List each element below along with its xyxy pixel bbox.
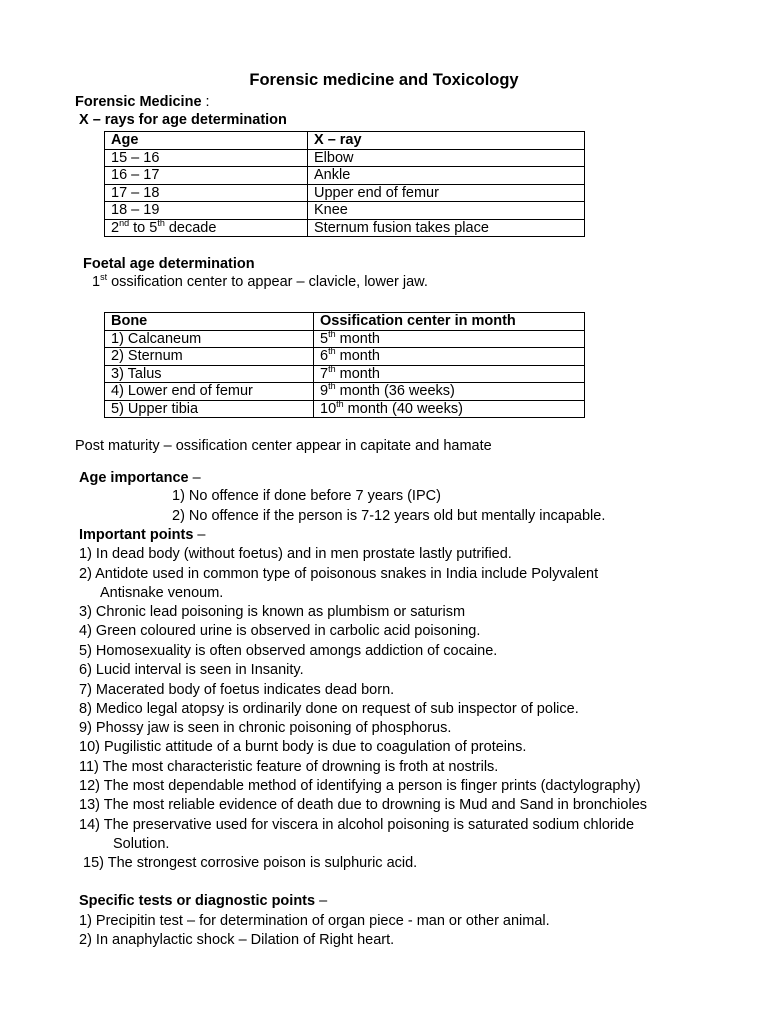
text-part: month (40 weeks) bbox=[343, 400, 463, 417]
age-importance-label: Age importance bbox=[79, 470, 189, 486]
text-part: 10 bbox=[320, 400, 337, 417]
table-row bbox=[105, 167, 585, 185]
table-row bbox=[105, 219, 585, 237]
table-cell: 18 – 19 bbox=[105, 202, 308, 220]
important-points-heading bbox=[79, 526, 205, 544]
age-importance-heading bbox=[79, 469, 201, 487]
table-cell: 5) Upper tibia bbox=[105, 400, 314, 418]
foetal-heading: Foetal age determination bbox=[83, 256, 255, 272]
text-part: 9 bbox=[320, 383, 329, 400]
table-row bbox=[105, 348, 585, 366]
table-header-cell: Bone bbox=[105, 313, 314, 331]
superscript: th bbox=[328, 381, 336, 392]
text-part: 6 bbox=[320, 348, 329, 365]
table-cell: Ankle bbox=[308, 167, 585, 185]
table-row bbox=[105, 184, 585, 202]
table-cell bbox=[314, 330, 585, 348]
table-row bbox=[105, 330, 585, 348]
heading-dash: – bbox=[188, 470, 201, 486]
xray-heading: X – rays for age determination bbox=[79, 112, 287, 128]
important-points-label: Important points bbox=[79, 527, 194, 543]
list-item: 4) Green coloured urine is observed in carbolic acid poisoning. bbox=[79, 623, 481, 639]
text-part: month (36 weeks) bbox=[335, 383, 455, 400]
table-cell bbox=[314, 348, 585, 366]
table-cell: 2) Sternum bbox=[105, 348, 314, 366]
table-cell: 16 – 17 bbox=[105, 167, 308, 185]
table-cell: Upper end of femur bbox=[308, 184, 585, 202]
section-colon: : bbox=[201, 94, 210, 110]
specific-tests-heading bbox=[79, 892, 327, 910]
list-item: 5) Homosexuality is often observed amongs addiction of cocaine. bbox=[79, 643, 498, 659]
table-cell bbox=[314, 383, 585, 401]
specific-tests-label: Specific tests or diagnostic points bbox=[79, 893, 316, 909]
text-part: 7 bbox=[320, 365, 329, 382]
list-item: 3) Chronic lead poisoning is known as plumbism or saturism bbox=[79, 604, 466, 620]
table-cell: 4) Lower end of femur bbox=[105, 383, 314, 401]
list-item: 1) No offence if done before 7 years (IPC) bbox=[172, 488, 441, 504]
list-item: 14) The preservative used for viscera in alcohol poisoning is saturated sodium chloride bbox=[79, 817, 635, 833]
text-part: to 5 bbox=[129, 219, 158, 236]
text-part: ossification center to appear – clavicle, lower jaw. bbox=[107, 274, 428, 290]
table-row bbox=[105, 365, 585, 383]
post-maturity-text: Post maturity – ossification center appear in capitate and hamate bbox=[75, 438, 492, 454]
list-item: 11) The most characteristic feature of drowning is froth at nostrils. bbox=[79, 759, 499, 775]
superscript: nd bbox=[119, 217, 130, 228]
table-cell: 1) Calcaneum bbox=[105, 330, 314, 348]
text-part: 5 bbox=[320, 330, 329, 347]
list-item: 1) Precipitin test – for determination of organ piece - man or other animal. bbox=[79, 913, 550, 929]
heading-dash: – bbox=[193, 527, 206, 543]
list-item: 12) The most dependable method of identifying a person is finger prints (dactylography) bbox=[79, 778, 641, 794]
list-item: 2) No offence if the person is 7-12 years old but mentally incapable. bbox=[172, 508, 606, 524]
list-item: 9) Phossy jaw is seen in chronic poisoning of phosphorus. bbox=[79, 720, 452, 736]
table-cell bbox=[105, 219, 308, 237]
superscript: th bbox=[328, 363, 336, 374]
table-cell: Knee bbox=[308, 202, 585, 220]
table-cell bbox=[314, 400, 585, 418]
list-item: 7) Macerated body of foetus indicates dead born. bbox=[79, 682, 395, 698]
heading-dash: – bbox=[315, 893, 328, 909]
table-cell: 3) Talus bbox=[105, 365, 314, 383]
list-item: 8) Medico legal atopsy is ordinarily done on request of sub inspector of police. bbox=[79, 701, 579, 717]
superscript: st bbox=[100, 272, 108, 282]
list-item: 2) Antidote used in common type of poisonous snakes in India include Polyvalent bbox=[79, 566, 599, 582]
text-part: month bbox=[335, 330, 380, 347]
list-item-continuation: Solution. bbox=[113, 836, 170, 852]
table-cell bbox=[314, 365, 585, 383]
list-item-continuation: Antisnake venoum. bbox=[100, 585, 224, 601]
table-row bbox=[105, 383, 585, 401]
xray-table bbox=[104, 131, 585, 237]
table-cell: 15 – 16 bbox=[105, 149, 308, 167]
table-header-row bbox=[105, 313, 585, 331]
bone-table bbox=[104, 312, 585, 418]
section-heading bbox=[75, 93, 210, 111]
table-row bbox=[105, 149, 585, 167]
section-label: Forensic Medicine bbox=[75, 94, 202, 110]
table-header-row bbox=[105, 132, 585, 150]
table-cell: 17 – 18 bbox=[105, 184, 308, 202]
list-item: 10) Pugilistic attitude of a burnt body is due to coagulation of proteins. bbox=[79, 739, 527, 755]
text-part: 1 bbox=[92, 274, 101, 290]
table-cell: Sternum fusion takes place bbox=[308, 219, 585, 237]
text-part: month bbox=[335, 365, 380, 382]
page-title: Forensic medicine and Toxicology bbox=[249, 71, 519, 89]
table-header-cell: Ossification center in month bbox=[314, 313, 585, 331]
table-header-cell: X – ray bbox=[308, 132, 585, 150]
text-part: decade bbox=[164, 219, 217, 236]
text-part: month bbox=[335, 348, 380, 365]
superscript: th bbox=[336, 398, 344, 409]
table-row bbox=[105, 400, 585, 418]
list-item: 15) The strongest corrosive poison is sulphuric acid. bbox=[83, 855, 418, 871]
list-item: 13) The most reliable evidence of death due to drowning is Mud and Sand in bronchioles bbox=[79, 797, 648, 813]
text-part: 2 bbox=[111, 219, 120, 236]
list-item: 2) In anaphylactic shock – Dilation of Right heart. bbox=[79, 932, 395, 948]
superscript: th bbox=[328, 328, 336, 339]
list-item: 1) In dead body (without foetus) and in men prostate lastly putrified. bbox=[79, 546, 512, 562]
table-cell: Elbow bbox=[308, 149, 585, 167]
table-row bbox=[105, 202, 585, 220]
superscript: th bbox=[157, 217, 165, 228]
list-item: 6) Lucid interval is seen in Insanity. bbox=[79, 662, 304, 678]
superscript: th bbox=[328, 346, 336, 357]
foetal-line bbox=[92, 273, 428, 291]
table-header-cell: Age bbox=[105, 132, 308, 150]
